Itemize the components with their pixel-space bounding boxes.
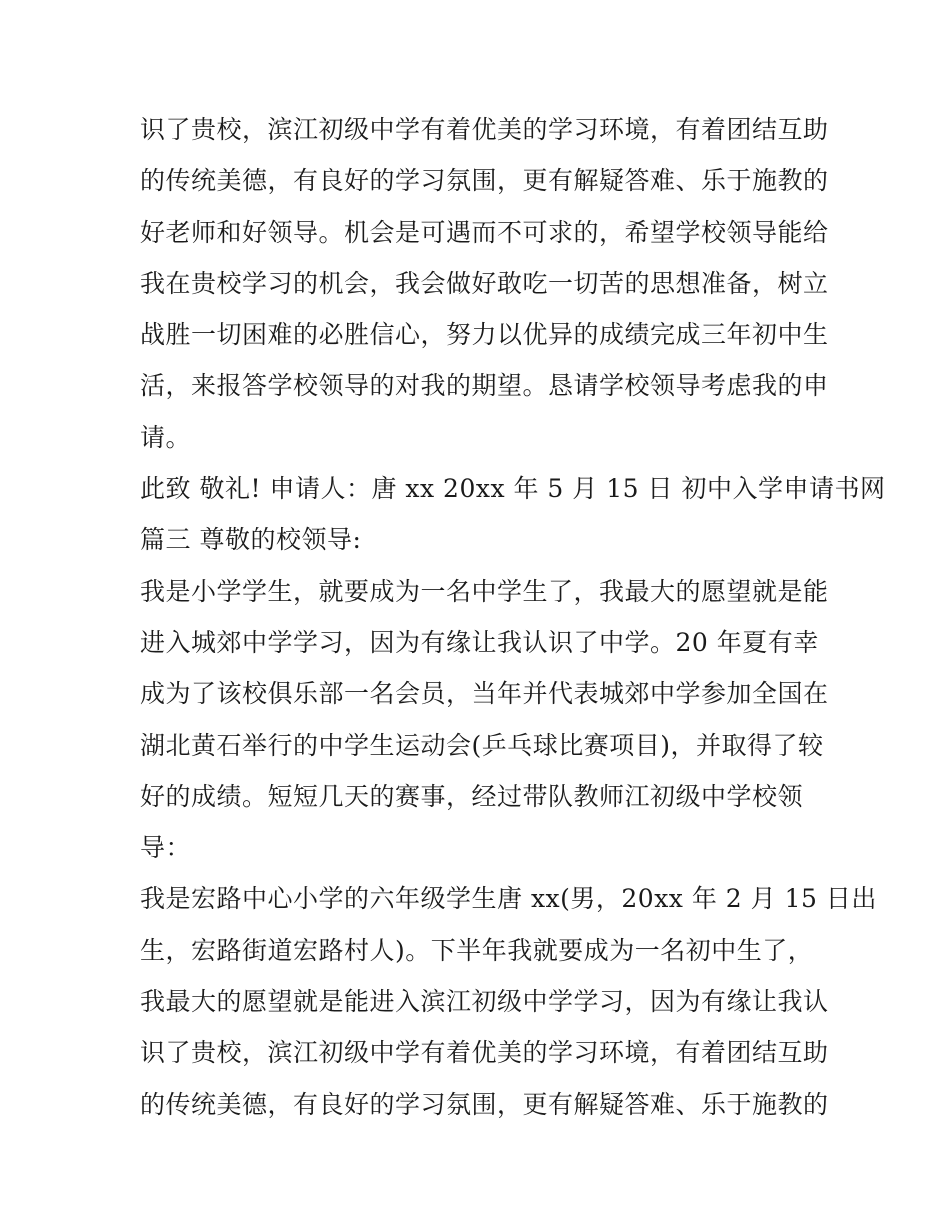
- text-line: 好的成绩。短短几天的赛事，经过带队教师江初级中学校领: [140, 781, 804, 811]
- text-line: 的传统美德，有良好的学习氛围，更有解疑答难、乐于施教的: [140, 166, 829, 196]
- text-line: 请。: [140, 422, 192, 452]
- closing-line: 此致 敬礼! 申请人：唐 xx 20xx 年 5 月 15 日 初中入学申请书网: [140, 474, 886, 504]
- text-line: 成为了该校俱乐部一名会员，当年并代表城郊中学参加全国在: [140, 679, 829, 709]
- text-line: 我是小学学生，就要成为一名中学生了，我最大的愿望就是能: [140, 576, 829, 606]
- text-line: 识了贵校，滨江初级中学有着优美的学习环境，有着团结互助: [140, 115, 829, 144]
- text-line: 好老师和好领导。机会是可遇而不可求的，希望学校领导能给: [140, 217, 829, 247]
- text-line: 识了贵校，滨江初级中学有着优美的学习环境，有着团结互助: [140, 1038, 829, 1068]
- text-line: 我最大的愿望就是能进入滨江初级中学学习，因为有缘让我认: [140, 987, 829, 1017]
- text-line: 进入城郊中学学习，因为有缘让我认识了中学。20 年夏有幸: [140, 627, 819, 657]
- text-line: 战胜一切困难的必胜信心，努力以优异的成绩完成三年初中生: [140, 320, 829, 350]
- text-line: 活，来报答学校领导的对我的期望。恳请学校领导考虑我的申: [140, 371, 829, 401]
- text-line: 我是宏路中心小学的六年级学生唐 xx(男，20xx 年 2 月 15 日出: [140, 884, 877, 914]
- document-body: [140, 104, 886, 1130]
- text-line: 我在贵校学习的机会，我会做好敢吃一切苦的思想准备，树立: [140, 268, 829, 298]
- text-line: 生，宏路街道宏路村人)。下半年我就要成为一名初中生了，: [140, 935, 814, 965]
- text-line: 的传统美德，有良好的学习氛围，更有解疑答难、乐于施教的: [140, 1089, 829, 1119]
- text-line: 湖北黄石举行的中学生运动会(乒乓球比赛项目)，并取得了较: [140, 730, 824, 760]
- section-heading: 篇三 尊敬的校领导:: [140, 525, 362, 555]
- text-line: 导：: [140, 833, 192, 863]
